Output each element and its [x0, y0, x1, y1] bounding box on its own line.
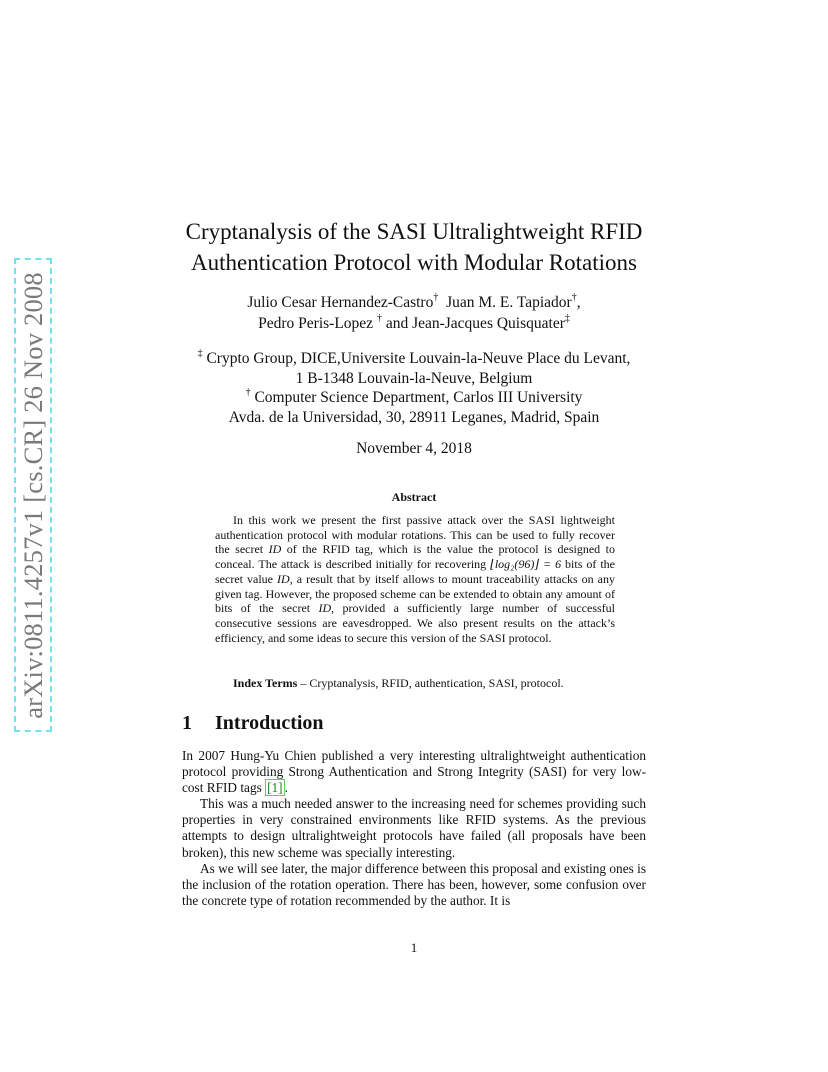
author-4: and Jean-Jacques Quisquater: [385, 315, 565, 332]
index-terms: [215, 676, 615, 691]
author-1: Julio Cesar Hernandez-Castro: [247, 294, 434, 311]
intro-paragraph-1: In 2007 Hung-Yu Chien published a very interesting ultralightweight authentication protocol providing Strong Authentication and Strong Integrity (SASI) for very low-cost RFID tags [1] .: [182, 748, 646, 796]
paper-title: [150, 216, 678, 278]
paper-date: November 4, 2018: [356, 440, 472, 457]
affiliation-line-1: Crypto Group, DICE,Universite Louvain-la-Neuve Place du Levant,: [206, 350, 631, 367]
section-number: 1: [182, 712, 192, 734]
affiliation-line-2: 1 B-1348 Louvain-la-Neuve, Belgium: [295, 369, 533, 387]
abstract-body: In this work we present the first passive attack over the SASI lightweight authentication protocol with modular rotations. This can be used to fully recover the secret ID of the RFID tag, which is the value the protocol is designed to conceal. The attack is described initially for recovering ⌊log₂(96)⌋ = 6 bits of the secret value ID, a result that by itself allows to mount traceability attacks on any given tag. However, the proposed scheme can be extended to obtain any amount of bits of the secret ID, provided a sufficiently large number of successful consecutive sessions are eavesdropped. We also present results on the attack’s efficiency, and some ideas to secure this version of the SASI protocol.: [215, 513, 616, 645]
intro-paragraph-2: This was a much needed answer to the increasing need for schemes providing such properties in very constrained environments like RFID systems. As the previous attempts to design ultralightweight protocols have failed (all proposals have been broken), this new scheme was specially interesting.: [182, 796, 646, 860]
author-2: Juan M. E. Tapiador: [446, 294, 572, 311]
abstract-heading: Abstract: [391, 490, 437, 504]
dagger-mark: †: [245, 387, 251, 398]
intro-paragraph-3: As we will see later, the major difference between this proposal and existing ones is the inclusion of the rotation operation. There has been, however, some confusion over the concrete type of rotation recommended by the author. It is: [182, 860, 646, 908]
page-number: 1: [410, 940, 418, 955]
dagger-mark: †: [571, 292, 577, 303]
intro-body: [182, 748, 646, 909]
title-line-1: Cryptanalysis of the SASI Ultralightweight RFID: [185, 219, 643, 244]
citation-link[interactable]: [1]: [267, 780, 283, 796]
ddagger-mark: ‡: [564, 313, 570, 324]
author-3: Pedro Peris-Lopez: [258, 315, 374, 332]
affiliation-line-3: Computer Science Department, Carlos III University: [254, 389, 583, 406]
index-terms-label: Index Terms: [233, 676, 298, 690]
section-heading: [182, 712, 324, 735]
section-title: Introduction: [215, 712, 324, 734]
arxiv-stamp: [14, 258, 52, 732]
affiliations: [150, 349, 678, 427]
dagger-mark: †: [433, 292, 439, 303]
id-variable: ID: [277, 571, 290, 586]
id-variable: ID: [318, 601, 332, 616]
author-list: Julio Cesar Hernandez-Castro† Juan M. E. Tapiador†, Pedro Peris-Lopez † and Jean-Jacques Quisquater‡: [247, 292, 581, 332]
formula: ⌊log₂(96)⌋ = 6: [490, 557, 562, 572]
affiliation-line-4: Avda. de la Universidad, 30, 28911 Leganes, Madrid, Spain: [228, 408, 600, 426]
arxiv-id: arXiv:0811.4257v1 [cs.CR] 26 Nov 2008: [17, 271, 48, 719]
title-line-2: Authentication Protocol with Modular Rotations: [191, 250, 637, 275]
id-variable: ID: [268, 542, 282, 557]
index-terms-text: – Cryptanalysis, RFID, authentication, SASI, protocol.: [297, 676, 564, 690]
dagger-mark: †: [376, 313, 382, 324]
ddagger-mark: ‡: [197, 348, 203, 359]
